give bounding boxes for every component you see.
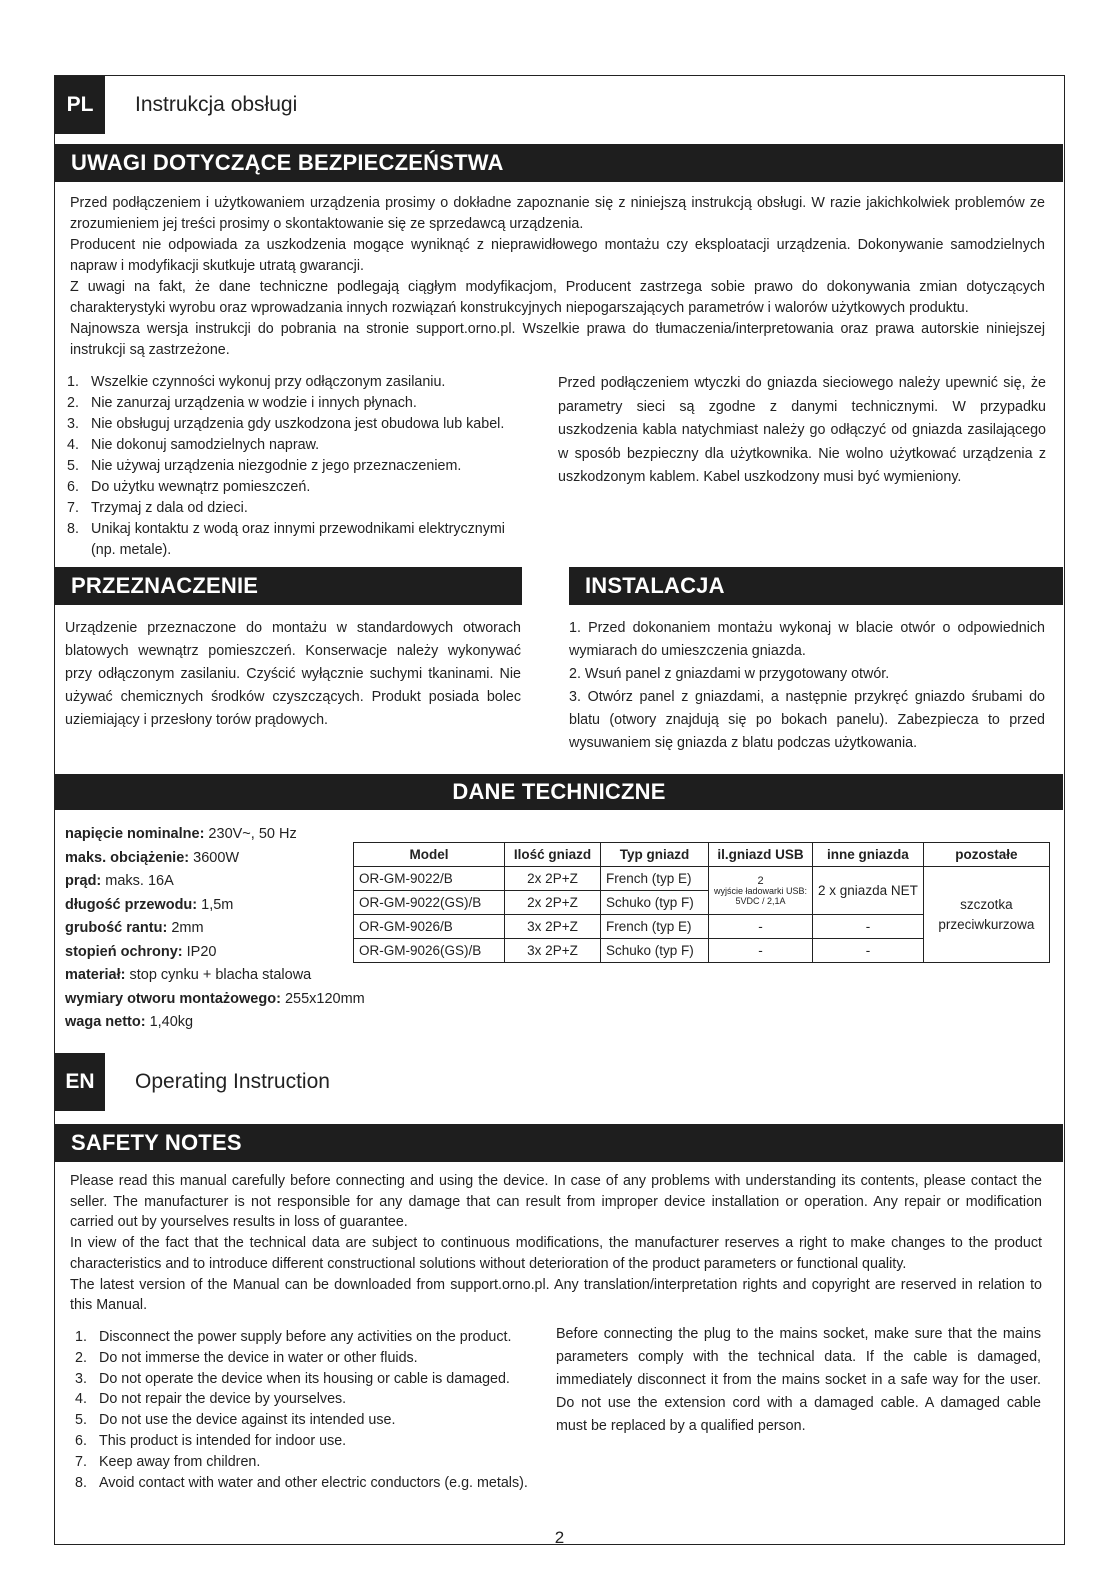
table-row <box>354 867 1050 891</box>
cell-remaining: szczotka przeciwkurzowa <box>923 867 1049 963</box>
cell-count: 2x 2P+Z <box>505 891 601 915</box>
en-safety-list <box>75 1327 545 1493</box>
list-item: 2. Nie zanurzaj urządzenia w wodzie i innych płynach. <box>67 395 417 411</box>
cell-type: French (typ E) <box>601 867 709 891</box>
spec-row: długość przewodu: 1,5m <box>65 896 234 913</box>
pl-installation-heading: INSTALACJA <box>569 567 1063 605</box>
list-item: 8. Unikaj kontaktu z wodą oraz innymi przewodnikami elektrycznymi (np. metale). <box>67 521 505 558</box>
column-header: Ilość gniazd <box>505 843 601 867</box>
cell-usb: 2 wyjście ładowarki USB: 5VDC / 2,1A <box>709 867 813 915</box>
pl-language-badge: PL <box>55 76 105 134</box>
cell-other-sockets: - <box>813 915 924 939</box>
en-safety-paragraph: Please read this manual carefully before connecting and using the device. In case of any problems with understanding its contents, please contact the seller. The manufacturer is not responsible for any damage that can result from improper device installation or operation. Any repair or modification carried out by yourselves results in loss of guarantee. <box>70 1173 1042 1231</box>
list-item: 3. Do not operate the device when its housing or cable is damaged. <box>75 1370 510 1387</box>
en-safety-heading: SAFETY NOTES <box>55 1124 1063 1162</box>
page-number: 2 <box>554 1528 565 1547</box>
en-safety-intro <box>70 1171 1042 1316</box>
column-header: il.gniazd USB <box>709 843 813 867</box>
list-item: 1. Wszelkie czynności wykonuj przy odłączonym zasilaniu. <box>67 374 446 390</box>
cell-count: 3x 2P+Z <box>505 939 601 963</box>
spec-row: grubość rantu: 2mm <box>65 920 204 936</box>
pl-safety-paragraph: Najnowsza wersja instrukcji do pobrania na stronie support.orno.pl. Wszelkie prawa do tłumaczenia/interpretowania oraz prawa autorskie niniejszej instrukcji są zastrzeżone. <box>70 321 1045 358</box>
list-item: 8. Avoid contact with water and other electric conductors (e.g. metals). <box>75 1474 528 1491</box>
en-document-title: Operating Instruction <box>135 1070 330 1093</box>
cell-other-sockets: 2 x gniazda NET <box>813 867 924 915</box>
cell-count: 2x 2P+Z <box>505 867 601 891</box>
spec-row: materiał: stop cynku + blacha stalowa <box>65 967 312 983</box>
cell-model: OR-GM-9022/B <box>354 867 505 891</box>
pl-safety-paragraph: Z uwagi na fakt, że dane techniczne podlegają ciągłym modyfikacjom, Producent zastrzega sobie prawo do dokonywania zmian dotyczących charakterystyki wyrobu oraz wprowadzania innych rozwiązań konstrukcyjnych niepogarszających parametrów i walorów użytkowych produktu. <box>70 279 1045 316</box>
list-item: 7. Trzymaj z dala od dzieci. <box>67 500 248 516</box>
column-header: inne gniazda <box>813 843 924 867</box>
cell-model: OR-GM-9022(GS)/B <box>354 891 505 915</box>
spec-row: napięcie nominalne: 230V~, 50 Hz <box>65 826 297 842</box>
list-item: 5. Nie używaj urządzenia niezgodnie z jego przeznaczeniem. <box>67 458 462 474</box>
list-item: 7. Keep away from children. <box>75 1453 261 1470</box>
cell-type: Schuko (typ F) <box>601 939 709 963</box>
pl-safety-paragraph: Przed podłączeniem i użytkowaniem urządzenia prosimy o dokładne zapoznanie się z niniejszą instrukcją obsługi. W razie jakichkolwiek problemów ze zrozumieniem jej treści prosimy o skontaktowanie się ze sprzedawcą urządzenia. <box>70 195 1045 232</box>
list-item: 6. This product is intended for indoor use. <box>75 1432 347 1449</box>
pl-safety-list <box>67 372 527 561</box>
product-variants-table <box>353 842 1050 963</box>
installation-step: 3. Otwórz panel z gniazdami, a następnie przykręć gniazdo śrubami do blatu (otwory znajdują się po bokach panelu). Zabezpiecza to przed wysuwaniem się gniazda z blatu podczas użytkowania. <box>569 689 1045 751</box>
pl-safety-intro <box>70 193 1045 361</box>
en-language-header <box>55 1053 1064 1111</box>
pl-safety-right-text: Przed podłączeniem wtyczki do gniazda sieciowego należy upewnić się, że parametry sieci są zgodne z danymi technicznymi. W przypadku uszkodzenia kabla natychmiast należy go odłączyć od gniazda zasilającego w sposób bezpieczny dla użytkownika. Nie wolno użytkować urządzenia z uszkodzonym kablem. Kabel uszkodzony musi być wymieniony. <box>558 375 1046 485</box>
spec-row: prąd: maks. 16A <box>65 873 174 889</box>
spec-row: wymiary otworu montażowego: 255x120mm <box>65 990 365 1007</box>
pl-safety-paragraph: Producent nie odpowiada za uszkodzenia mogące wyniknąć z nieprawidłowego montażu czy eksploatacji urządzenia. Dokonywanie samodzielnych napraw i modyfikacji skutkuje utratą gwarancji. <box>70 237 1045 274</box>
pl-specs-list <box>65 823 365 1035</box>
en-safety-paragraph: In view of the fact that the technical data are subject to continuous modifications, the manufacturer reserves a right to make changes to the product characteristics and to introduce different constructional solutions without deterioration of the product parameters or functional quality. <box>70 1235 1042 1272</box>
pl-purpose-heading: PRZEZNACZENIE <box>55 567 522 605</box>
list-item: 5. Do not use the device against its intended use. <box>75 1412 396 1429</box>
cell-other-sockets: - <box>813 939 924 963</box>
cell-model: OR-GM-9026/B <box>354 915 505 939</box>
list-item: 6. Do użytku wewnątrz pomieszczeń. <box>67 479 311 495</box>
list-item: 2. Do not immerse the device in water or other fluids. <box>75 1349 418 1366</box>
list-item: 4. Nie dokonuj samodzielnych napraw. <box>67 437 320 453</box>
installation-step: 2. Wsuń panel z gniazdami w przygotowany otwór. <box>569 666 890 682</box>
pl-technical-data-heading: DANE TECHNICZNE <box>55 774 1063 810</box>
cell-usb: - <box>709 915 813 939</box>
pl-installation-steps <box>569 617 1045 755</box>
pl-document-title: Instrukcja obsługi <box>135 93 298 116</box>
en-language-badge: EN <box>55 1053 105 1111</box>
installation-step: 1. Przed dokonaniem montażu wykonaj w blacie otwór o odpowiednich wymiarach do umieszczenia gniazda. <box>569 620 1045 659</box>
spec-row: maks. obciążenie: 3600W <box>65 849 240 866</box>
cell-type: Schuko (typ F) <box>601 891 709 915</box>
column-header: Typ gniazd <box>601 843 709 867</box>
cell-usb: - <box>709 939 813 963</box>
spec-row: stopień ochrony: IP20 <box>65 943 217 960</box>
cell-type: French (typ E) <box>601 915 709 939</box>
list-item: 1. Disconnect the power supply before any activities on the product. <box>75 1329 512 1345</box>
page-frame <box>54 75 1065 1545</box>
en-safety-right-text: Before connecting the plug to the mains socket, make sure that the mains parameters comply with the technical data. If the cable is damaged, immediately disconnect it from the mains socket in a safe way for the user. Do not use the extension cord with a damaged cable. A damaged cable must be replaced by a qualified person. <box>556 1326 1041 1434</box>
pl-purpose-text: Urządzenie przeznaczone do montażu w standardowych otworach blatowych wewnątrz pomieszczeń. Konserwacje należy wykonywać przy odłączonym zasilaniu. Czyścić wyłącznie suchymi tkaninami. Nie używać chemicznych środków czyszczących. Produkt posiada bolec uziemiający i przesłony torów prądowych. <box>65 620 521 728</box>
spec-row: waga netto: 1,40kg <box>65 1014 194 1030</box>
cell-model: OR-GM-9026(GS)/B <box>354 939 505 963</box>
pl-language-header <box>55 76 1064 134</box>
list-item: 4. Do not repair the device by yourselves. <box>75 1391 347 1408</box>
column-header: pozostałe <box>923 843 1049 867</box>
list-item: 3. Nie obsługuj urządzenia gdy uszkodzona jest obudowa lub kabel. <box>67 416 505 432</box>
column-header: Model <box>354 843 505 867</box>
table-header-row <box>354 843 1050 867</box>
pl-safety-heading: UWAGI DOTYCZĄCE BEZPIECZEŃSTWA <box>55 144 1063 182</box>
cell-count: 3x 2P+Z <box>505 915 601 939</box>
en-safety-paragraph: The latest version of the Manual can be downloaded from support.orno.pl. Any translation/interpretation rights and copyright are reserved in relation to this Manual. <box>70 1276 1042 1314</box>
